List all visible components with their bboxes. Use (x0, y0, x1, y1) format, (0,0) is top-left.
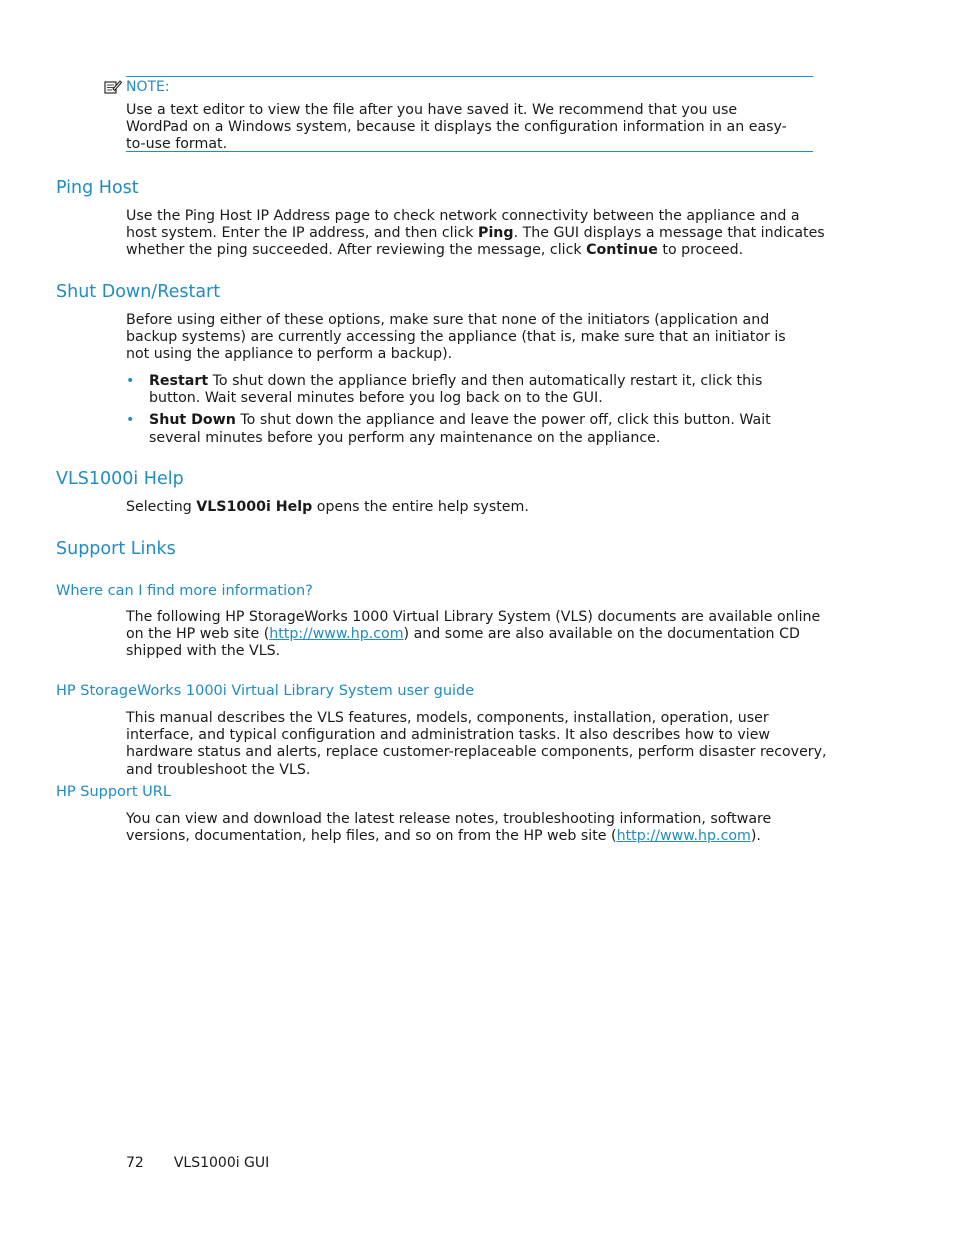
help-text-2: opens the entire help system. (312, 499, 529, 515)
help-paragraph (126, 499, 828, 516)
page-footer (126, 1155, 269, 1171)
shutdown-heading: Shut Down/Restart (56, 282, 221, 302)
more-info-text-1: The following HP StorageWorks 1000 Virtual Library System (VLS) documents are available online on the HP web site ( (126, 609, 821, 643)
ping-host-text-3: to proceed. (657, 242, 744, 259)
shutdown-list (126, 373, 816, 452)
ping-host-text-1: Use the Ping Host IP Address page to check network connectivity between the appliance and a host system. Enter the IP address, and then click (126, 208, 800, 242)
support-url-paragraph (126, 811, 828, 845)
user-guide-paragraph: This manual describes the VLS features, models, components, installation, operation, user interface, and typical configuration and administration tasks. It also describes how to view hardware status and alerts, replace customer-replaceable components, perform disaster recovery, and troubleshoot the VLS. (126, 710, 827, 778)
continue-button-ref: Continue (586, 242, 658, 259)
note-label: NOTE: (126, 79, 170, 95)
support-links-heading: Support Links (56, 539, 176, 559)
support-url-text-1: You can view and download the latest release notes, troubleshooting information, software versions, documentation, help files, and so on from the HP web site ( (126, 811, 772, 845)
footer-title: VLS1000i GUI (173, 1155, 270, 1171)
more-info-text-2: ) and some are also available on the documentation CD shipped with the VLS. (126, 626, 800, 660)
shut-down-term: Shut Down (149, 412, 236, 429)
list-item-restart (126, 373, 816, 407)
bullet-icon: • (126, 373, 135, 389)
restart-description: To shut down the appliance briefly and then automatically restart it, click this button. Wait several minutes before you log back on to the GUI. (149, 373, 763, 407)
more-info-paragraph (126, 609, 828, 661)
user-guide-heading: HP StorageWorks 1000i Virtual Library System user guide (56, 683, 475, 699)
help-text-1: Selecting (126, 499, 197, 515)
ping-button-ref: Ping (478, 225, 514, 242)
hp-website-link[interactable]: http://www.hp.com (269, 626, 404, 643)
support-url-text-2: ). (750, 828, 761, 845)
ping-host-paragraph (126, 208, 828, 260)
page-number: 72 (126, 1155, 144, 1171)
bullet-icon: • (126, 412, 135, 429)
note-pencil-icon (104, 79, 122, 95)
hp-website-link[interactable]: http://www.hp.com (616, 828, 751, 845)
note-header (104, 79, 170, 95)
ping-host-text-2: . The GUI displays a message that indicates whether the ping succeeded. After reviewing the message, click (126, 225, 825, 259)
restart-term: Restart (149, 373, 209, 389)
note-text: Use a text editor to view the file after you have saved it. We recommend that you use WordPad on a Windows system, because it displays the configuration information in an easy-to-use format. (126, 102, 787, 153)
note-bottom-rule (126, 151, 813, 152)
note-top-rule (126, 76, 813, 77)
shut-down-description: To shut down the appliance and leave the power off, click this button. Wait several minutes before you perform any maintenance on the appliance. (149, 412, 771, 446)
support-url-heading: HP Support URL (56, 784, 171, 800)
help-bold-ref: VLS1000i Help (196, 499, 313, 515)
shutdown-intro: Before using either of these options, make sure that none of the initiators (application and backup systems) are currently accessing the appliance (that is, make sure that an initiator is not using the appliance to perform a backup). (126, 312, 786, 363)
list-item-shut-down (126, 412, 816, 446)
more-info-heading: Where can I find more information? (56, 583, 313, 599)
ping-host-heading: Ping Host (56, 178, 139, 198)
help-heading: VLS1000i Help (56, 469, 184, 489)
